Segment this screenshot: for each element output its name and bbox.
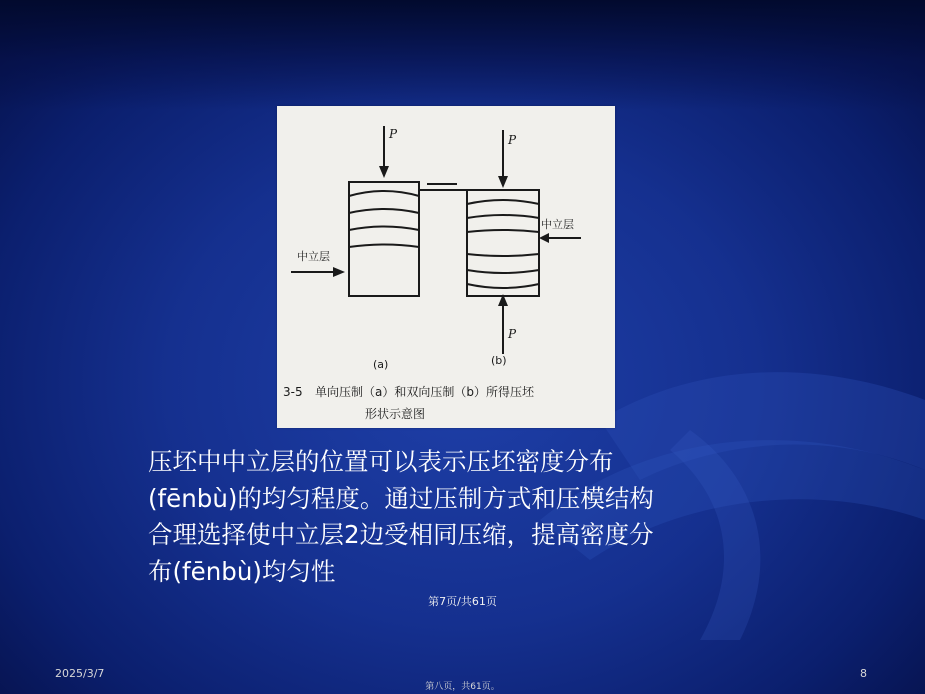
layer-line (349, 209, 419, 213)
arrow-head (379, 166, 389, 178)
sublabel-b: (b) (491, 354, 507, 367)
compact-b-outline (467, 190, 539, 296)
diagram-figure (277, 106, 615, 428)
layer-line (467, 270, 539, 273)
force-label-b-top: P (508, 133, 517, 147)
layer-line (349, 227, 419, 231)
page-indicator: 第7页/共61页 (428, 595, 497, 608)
layer-line (349, 191, 419, 196)
body-line: (fēnbù)的均匀程度。通过压制方式和压模结构 (148, 483, 654, 513)
layer-line (467, 254, 539, 256)
caption-line1: 单向压制（a）和双向压制（b）所得压坯 (315, 385, 534, 399)
caption-line2: 形状示意图 (365, 407, 426, 421)
arrow-head (498, 176, 508, 188)
slide-number: 8 (860, 667, 867, 680)
neutral-label-b: 中立层 (541, 218, 574, 231)
layer-line (467, 230, 539, 232)
caption-number: 3-5 (283, 385, 303, 399)
arrow-head (539, 233, 549, 243)
compact-a-outline (349, 182, 419, 296)
footer-page-info: 第八页，共61页。 (425, 682, 500, 692)
neutral-label-a: 中立层 (297, 250, 330, 263)
body-paragraph (148, 444, 768, 590)
layer-line (349, 245, 419, 248)
layer-line (467, 215, 539, 218)
layer-line (467, 200, 539, 204)
body-line: 合理选择使中立层2边受相同压缩，提高密度分 (148, 520, 654, 549)
sublabel-a: (a) (373, 358, 389, 371)
body-line: 布(fēnbù)均匀性 (148, 556, 336, 586)
force-label-b-bottom: P (508, 327, 517, 341)
force-label-a: P (389, 127, 398, 141)
layer-line (467, 284, 539, 288)
arrow-head (333, 267, 345, 277)
body-line: 压坯中中立层的位置可以表示压坯密度分布 (148, 447, 614, 476)
footer-date: 2025/3/7 (55, 667, 105, 680)
